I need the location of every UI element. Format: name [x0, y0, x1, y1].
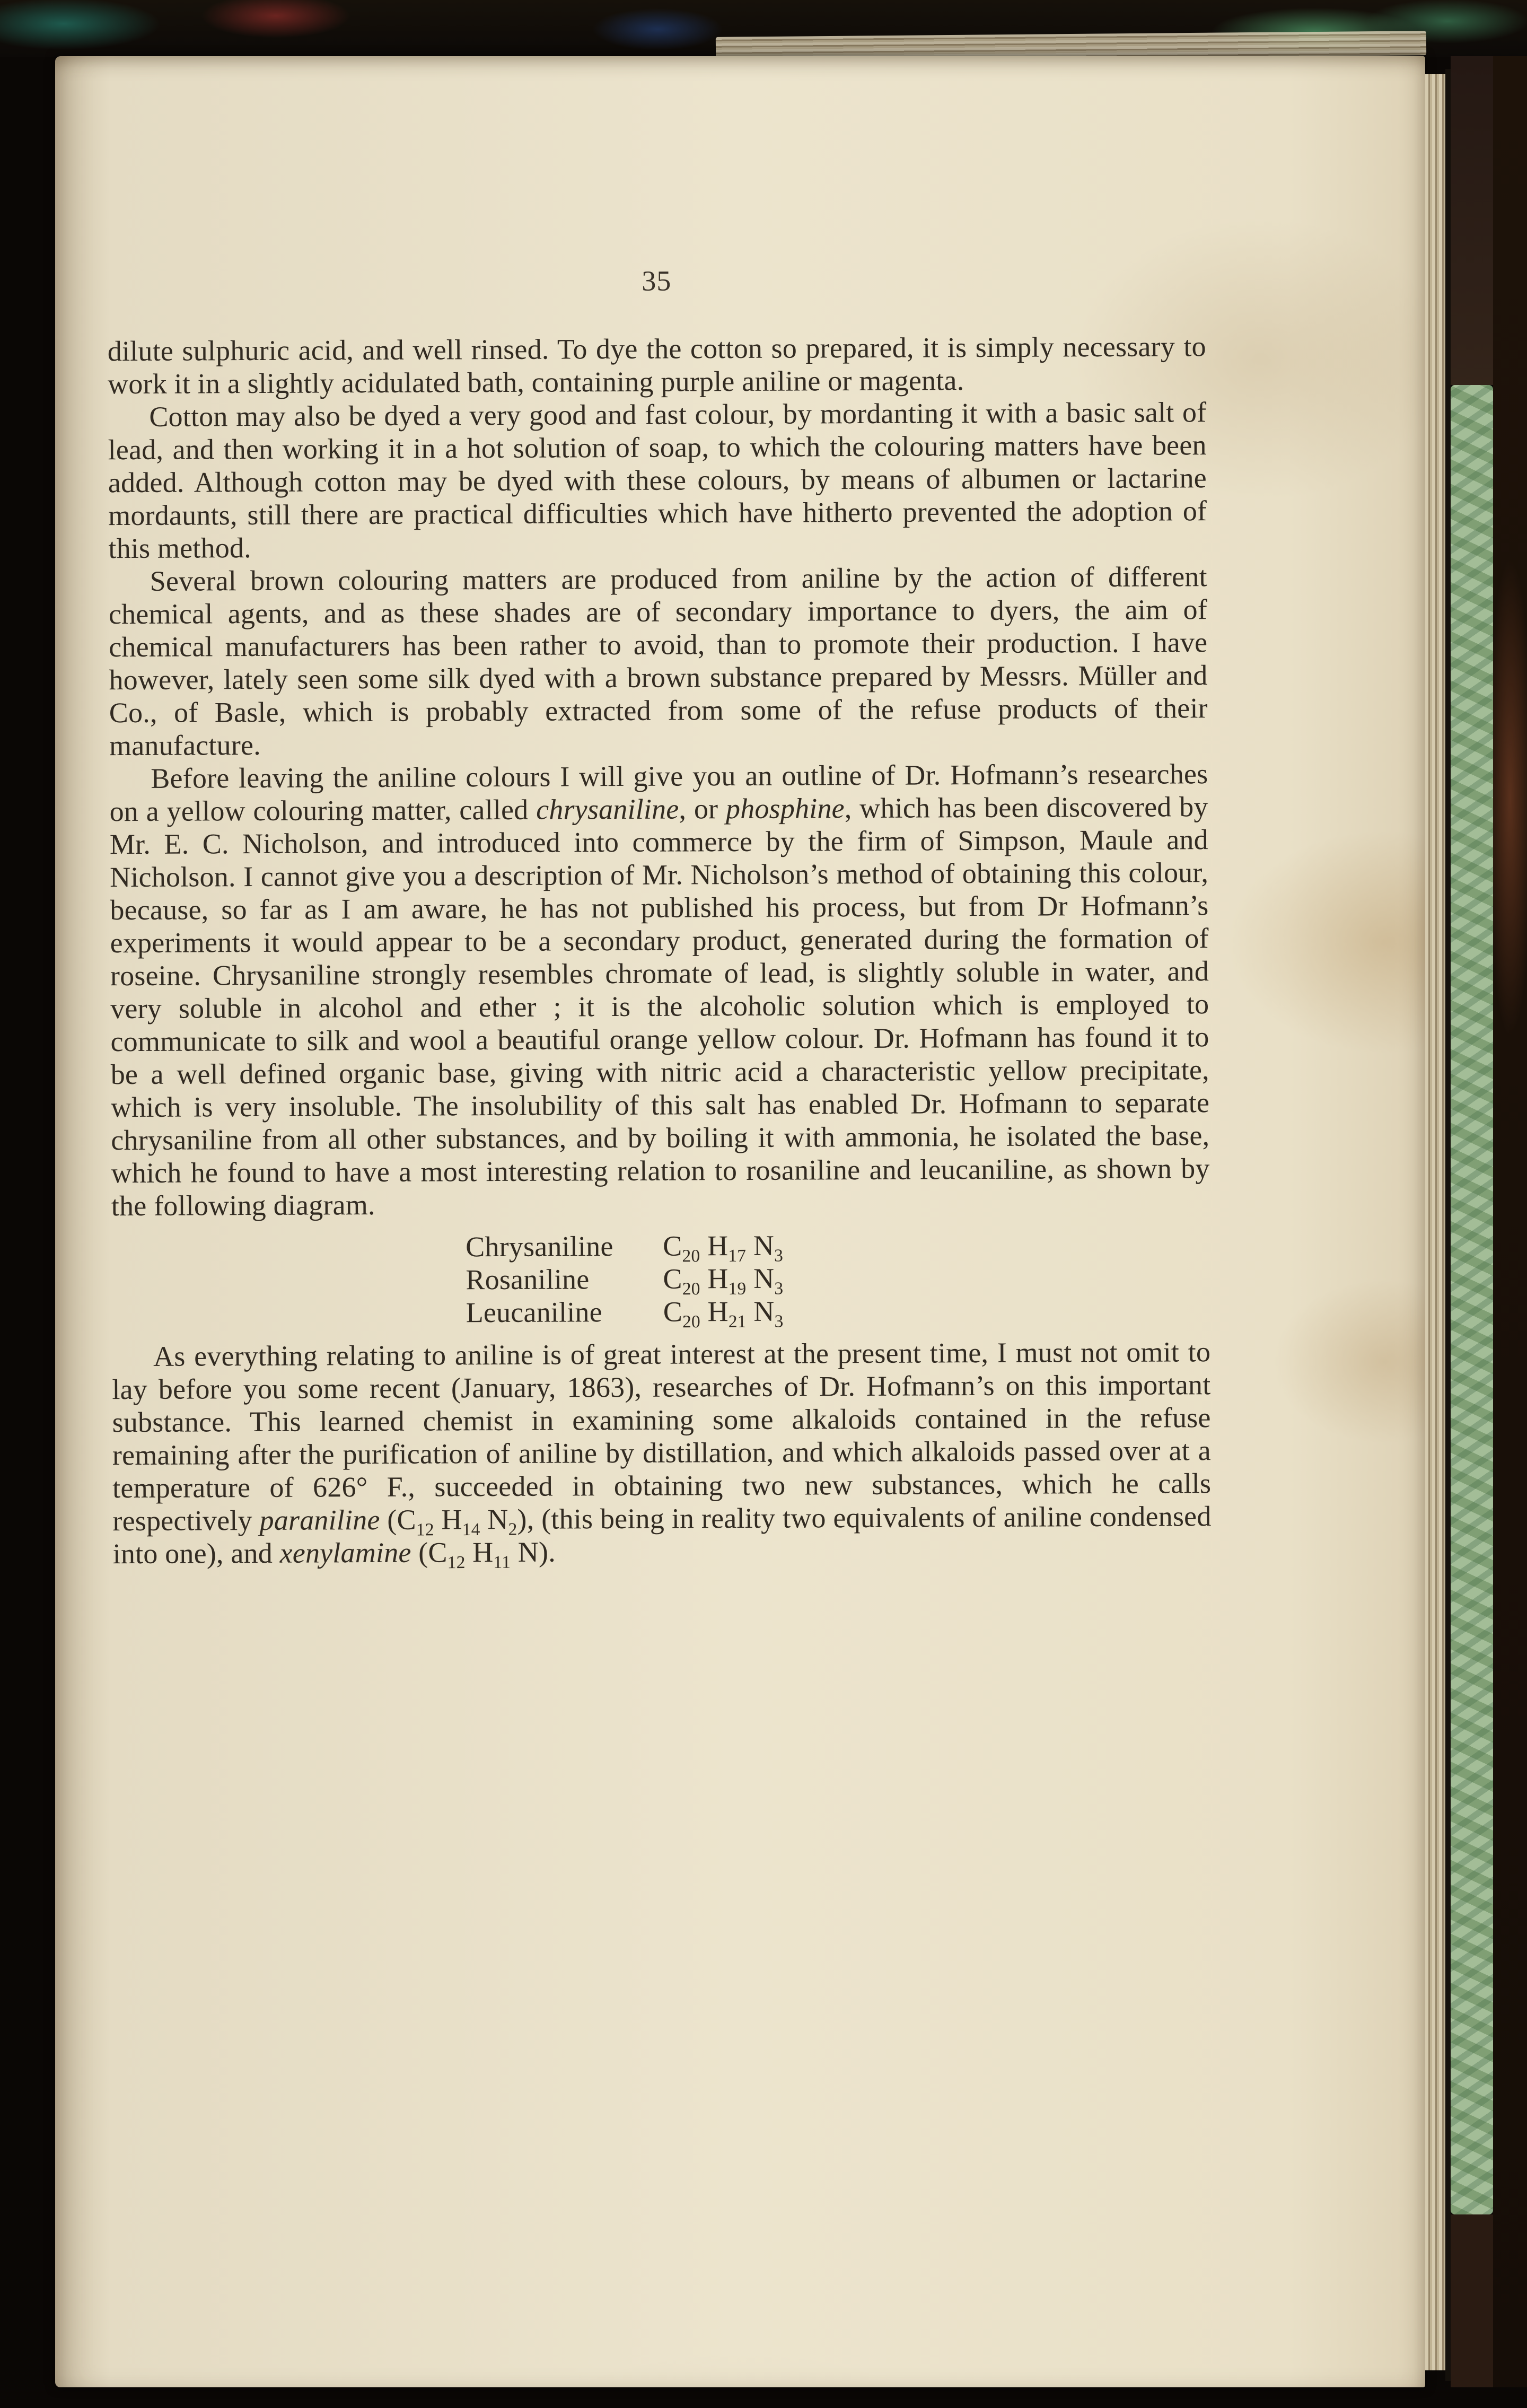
- subscript-run: 12: [416, 1520, 434, 1540]
- text-run: N).: [510, 1536, 556, 1568]
- page-content: [50, 53, 1430, 2390]
- italic-run: paraniline: [259, 1503, 380, 1536]
- text-run: Before leaving the aniline colours I will give you an outline of Dr. Hofmann’s researches on a yellow colouring matter, called: [109, 758, 1208, 828]
- text-run: H: [434, 1503, 462, 1536]
- fore-edge-page-stack: [1425, 74, 1445, 2370]
- subscript-run: 12: [447, 1553, 466, 1573]
- leather-above-marble: [1451, 56, 1493, 385]
- italic-run: phosphine: [725, 792, 845, 825]
- text-run: H: [700, 1263, 729, 1295]
- page-number: 35: [642, 265, 672, 297]
- italic-run: chrysaniline: [536, 793, 679, 826]
- compound-formula: [663, 1229, 784, 1266]
- formula-row: [466, 1227, 1210, 1266]
- text-run: dilute sulphuric acid, and well rinsed. To dye the cotton so prepared, it is simply necessary to work it in a slightly acidulated bath, containing purple aniline or magenta.: [107, 330, 1206, 400]
- paragraph: [108, 396, 1207, 565]
- edge-shadow-gap: [1445, 69, 1451, 2381]
- italic-run: xenylamine: [279, 1536, 411, 1569]
- subscript-run: 14: [462, 1519, 480, 1540]
- paragraph: [109, 757, 1210, 1222]
- text-run: N: [480, 1503, 508, 1536]
- text-run: ), (this being in reality two equivalents of aniline condensed into one), and: [112, 1500, 1212, 1570]
- text-run: H: [700, 1230, 729, 1262]
- subscript-run: 20: [682, 1279, 700, 1299]
- text-run: Cotton may also be dyed a very good and fast colour, by mordanting it with a basic salt of lead, and then working it in a hot solution of soap, to which the colouring matters have been added. Although cotton may be dyed with these colours, by means of albumen or lactarine mordaunts, still there are practical difficulties which have hitherto prevented the adoption of this method.: [108, 396, 1207, 565]
- text-run: (C: [411, 1536, 447, 1569]
- subscript-run: 17: [728, 1246, 747, 1266]
- formula-row: [466, 1260, 1210, 1299]
- paragraph: [112, 1335, 1212, 1573]
- text-run: , which has been discovered by Mr. E. C. Nicholson, and introduced into commerce by the firm of Simpson, Maule and Nicholson. I cannot give you a description of Mr. Nicholson’s method of obtaining this colour, because, so far as I am aware, he has not published his process, but from Dr Hofmann’s experiments it would appear to be a secondary product, generated during the formation of roseine. Chrysaniline strongly resembles chromate of lead, is slightly soluble in water, and very soluble in alcohol and ether ; it is the alcoholic solution which is employed to communicate to silk and wool a beautiful orange yellow colour. Dr. Hofmann has found it to be a well defined organic base, giving with nitric acid a characteristic yellow precipitate, which is very insoluble. The insolubility of this salt has enabled Dr. Hofmann to separate chrysaniline from all other substances, and by boiling it with ammonia, he isolated the base, which he found to have a most interesting relation to rosaniline and leucaniline, as shown by the following diagram.: [109, 791, 1210, 1222]
- text-run: Several brown colouring matters are produced from aniline by the action of different chemical agents, and as these shades are of secondary importance to dyers, the aim of chemical manufacturers has been rather to avoid, than to promote their production. I have however, lately seen some silk dyed with a brown substance prepared by Messrs. Müller and Co., of Basle, which is probably extracted from some of the refuse products of their manufacture.: [108, 561, 1208, 762]
- text-run: N: [746, 1262, 775, 1294]
- subscript-run: 3: [774, 1246, 784, 1266]
- page-sheet: [55, 56, 1425, 2387]
- page-body: [107, 330, 1212, 1573]
- text-run: (C: [380, 1503, 416, 1536]
- text-run: H: [700, 1295, 729, 1328]
- formula-table: [466, 1227, 1210, 1332]
- paragraph: [109, 560, 1208, 762]
- text-run: C: [663, 1230, 682, 1262]
- subscript-run: 20: [682, 1312, 700, 1332]
- subscript-run: 20: [682, 1246, 700, 1266]
- subscript-run: 19: [728, 1279, 747, 1299]
- subscript-run: 11: [493, 1552, 511, 1572]
- text-run: , or: [679, 793, 726, 825]
- leather-below-marble: [1451, 2214, 1493, 2387]
- text-run: C: [663, 1263, 682, 1295]
- subscript-run: 2: [508, 1519, 517, 1539]
- leather-cover-edge: [1493, 56, 1527, 2387]
- compound-name: Rosaniline: [466, 1263, 590, 1296]
- subscript-run: 3: [774, 1311, 784, 1332]
- text-run: As everything relating to aniline is of great interest at the present time, I must not omit to lay before you some recent (January, 1863), researches of Dr. Hofmann’s on this important substance. This learned chemist in examining some alkaloids contained in the refuse remaining after the purification of aniline by distillation, and which alkaloids passed over at a temperature of 626° F., succeeded in obtaining two new substances, which he calls respectively: [112, 1336, 1212, 1537]
- compound-name: Chrysaniline: [466, 1230, 613, 1263]
- compound-name: Leucaniline: [466, 1296, 602, 1329]
- text-run: H: [465, 1536, 494, 1569]
- formula-row: [466, 1293, 1210, 1332]
- subscript-run: 3: [774, 1279, 784, 1299]
- text-run: N: [745, 1229, 775, 1262]
- subscript-run: 21: [728, 1311, 747, 1332]
- paragraph: [108, 330, 1207, 400]
- marbled-board-edge: [1451, 385, 1493, 2214]
- compound-formula: [663, 1262, 784, 1299]
- compound-formula: [663, 1295, 784, 1332]
- text-run: C: [663, 1295, 683, 1328]
- text-run: N: [746, 1295, 775, 1327]
